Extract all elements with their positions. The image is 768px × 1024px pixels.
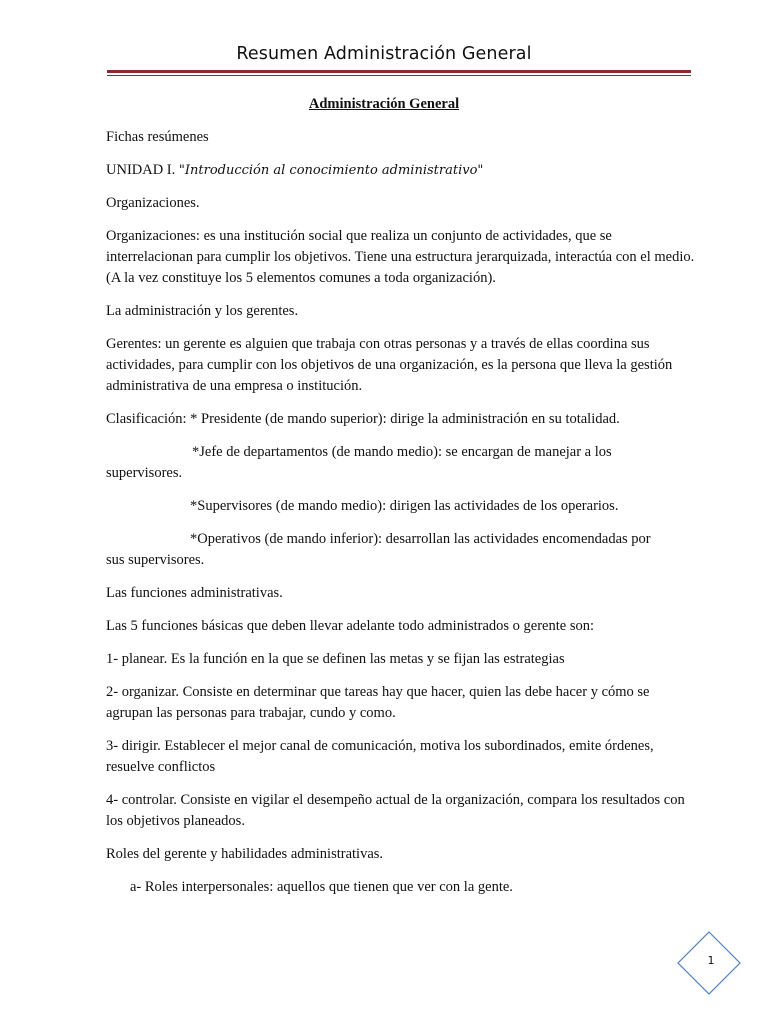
funcion-planear: 1- planear. Es la función en la que se definen las metas y se fijan las estrategias: [106, 651, 565, 667]
funcion-controlar: 4- controlar. Consiste en vigilar el desempeño actual de la organización, compara los resultados con los objetivos planeados.: [106, 792, 685, 829]
roles-interpersonales: a- Roles interpersonales: aquellos que tienen que ver con la gente.: [130, 879, 513, 895]
funcion-dirigir: 3- dirigir. Establecer el mejor canal de comunicación, motiva los subordinados, emite órdenes, resuelve conflictos: [106, 738, 654, 775]
clasificacion-supervisores: *Supervisores (de mando medio): dirigen las actividades de los operarios.: [190, 498, 619, 514]
heading-funciones: Las funciones administrativas.: [106, 585, 283, 601]
heading-organizaciones: Organizaciones.: [106, 195, 200, 211]
heading-administracion-gerentes: La administración y los gerentes.: [106, 303, 299, 319]
document-body: [106, 127, 698, 910]
clasificacion-presidente: Clasificación: * Presidente (de mando superior): dirige la administración en su totalidad.: [106, 411, 620, 427]
unidad-line: [106, 160, 698, 181]
funcion-organizar: 2- organizar. Consiste en determinar que tareas hay que hacer, quien las debe hacer y cómo se agrupan las personas para trabajar, cundo y como.: [106, 684, 650, 721]
page-header-title: Resumen Administración General: [236, 44, 532, 64]
clasificacion-jefe: [106, 442, 698, 484]
paragraph-gerentes: Gerentes: un gerente es alguien que trabaja con otras personas y a través de ellas coordina sus actividades, para cumplir con los objetivos de una organización, es la persona que lleva la gestión administrativa de una empresa o institución.: [106, 336, 673, 394]
document-title: Administración General: [308, 96, 460, 112]
clasificacion-operativos-line1: *Operativos (de mando inferior): desarrollan las actividades encomendadas por: [190, 531, 651, 547]
clasificacion-operativos-line2: sus supervisores.: [106, 552, 205, 568]
clasificacion-jefe-line2: supervisores.: [106, 465, 183, 481]
header-rule-thick: [107, 70, 691, 73]
paragraph-organizaciones: Organizaciones: es una institución social que realiza un conjunto de actividades, que se interrelacionan para cumplir los objetivos. Tiene una estructura jerarquizada, interactúa con el medio. (A la vez constituye los 5 elementos comunes a toda organización).: [106, 228, 695, 286]
clasificacion-operativos: [106, 529, 698, 571]
fichas-line: Fichas resúmenes: [106, 129, 209, 145]
paragraph-funciones-intro: Las 5 funciones básicas que deben llevar adelante todo administrados o gerente son:: [106, 618, 595, 634]
header-rule-thin: [107, 75, 691, 76]
page-number: 1: [707, 954, 715, 967]
unidad-title: "Introducción al conocimiento administrativo": [178, 163, 484, 178]
heading-roles: Roles del gerente y habilidades administrativas.: [106, 846, 384, 862]
clasificacion-jefe-line1: *Jefe de departamentos (de mando medio): se encargan de manejar a los: [192, 444, 612, 460]
unidad-label: UNIDAD I.: [106, 162, 179, 178]
